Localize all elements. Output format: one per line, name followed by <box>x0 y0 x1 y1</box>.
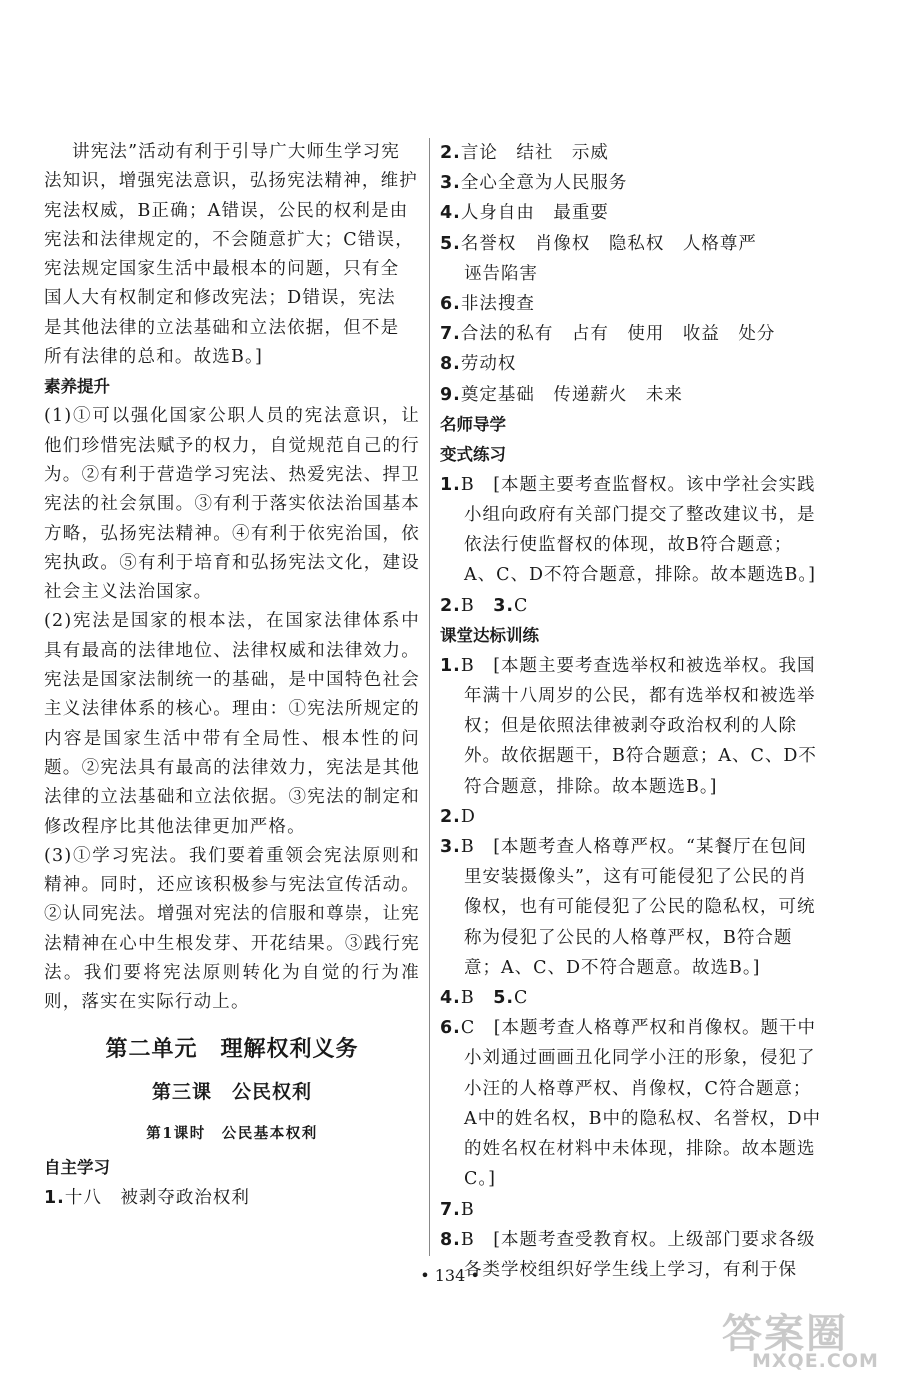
ketang-answers <box>440 651 822 1285</box>
answer-item <box>440 319 822 349</box>
explanation-line: 讲宪法”活动有利于引导广大师生学习宪 <box>72 142 401 162</box>
answer-number: 3. <box>440 837 461 858</box>
answer-text: D <box>460 806 476 827</box>
section-heading-suyang: 素养提升 <box>44 377 110 397</box>
answer-number: 3. <box>440 173 461 194</box>
period-title: 第1课时 公民基本权利 <box>146 1124 318 1142</box>
suyang-paragraph: (1)①可以强化国家公职人员的宪法意识，让他们珍惜宪法赋予的权力，自觉规范自己的行为。②有利于营造学习宪法、热爱宪法、捍卫宪法的社会氛围。③有利于落实依法治国基本方略，弘扬宪法精神。④有利于依宪治国，依宪执政。⑤有利于培育和弘扬宪法文化，建设社会主义法治国家。 <box>44 406 420 603</box>
answer-number: 1. <box>440 474 461 495</box>
answer-number: 2. <box>440 595 461 616</box>
answer-text: B [本题考查人格尊严权。“某餐厅在包间里安装摄像头”，这有可能侵犯了公民的肖像权，也有可能侵犯了公民的隐私权，可统称为侵犯了公民的人格尊严权，B符合题意；A、C、D不符合题意。故选B。] <box>460 837 816 978</box>
answer-text: 言论 结社 示威 <box>460 143 609 163</box>
answer-number: 2. <box>440 806 461 827</box>
zizhu-answers-left <box>44 1183 420 1213</box>
answer-number: 7. <box>440 324 461 345</box>
explanation-line: 所有法律的总和。故选B。] <box>44 347 264 368</box>
bianshi-answers <box>440 470 822 621</box>
watermark-logo <box>722 1302 879 1372</box>
answer-text: 全心全意为人民服务 <box>460 173 628 194</box>
answer-item <box>440 1195 822 1225</box>
answer-text: B <box>460 1199 475 1220</box>
answer-item <box>440 1013 822 1194</box>
answer-text: C <box>514 595 529 616</box>
zizhu-answers-right <box>440 138 822 410</box>
answer-number: 5. <box>440 233 461 254</box>
answer-item <box>440 138 822 168</box>
column-divider <box>429 138 430 1256</box>
explanation-line: 宪法规定国家生活中最根本的问题，只有全 <box>44 259 400 280</box>
answer-item <box>440 229 822 289</box>
explanation-line: 宪法权威，B正确；A错误，公民的权利是由 <box>44 200 409 221</box>
answer-text: B <box>460 988 494 1009</box>
suyang-paragraph: (3)①学习宪法。我们要着重领会宪法原则和精神。同时，还应该积极参与宪法宣传活动。②认同宪法。增强对宪法的信服和尊崇，让宪法精神在心中生根发芽、开花结果。③践行宪法。我们要将宪法原则转化为自觉的行为准则，落实在实际行动上。 <box>44 845 420 1013</box>
answer-number: 8. <box>440 354 461 375</box>
section-heading-ketang: 课堂达标训练 <box>440 625 539 645</box>
answer-number: 1. <box>440 655 461 676</box>
answer-text: 名誉权 肖像权 隐私权 人格尊严 诬告陷害 <box>460 233 757 284</box>
answer-text: C [本题考查人格尊严权和肖像权。题干中小刘通过画画丑化同学小汪的形象，侵犯了小汪的人格尊严权、肖像权，C符合题意；A中的姓名权，B中的隐私权、名誉权，D中的姓名权在材料中未体现，排除。故本题选C。] <box>460 1018 822 1190</box>
continued-answer-explanation <box>44 138 420 372</box>
answer-item <box>440 198 822 228</box>
answer-number: 4. <box>440 988 461 1009</box>
explanation-line: 宪法和法律规定的，不会随意扩大；C错误， <box>44 229 414 250</box>
answer-text: B <box>460 595 494 616</box>
answer-item <box>440 289 822 319</box>
right-column <box>440 138 822 1285</box>
left-column <box>44 138 420 1213</box>
answer-number: 8. <box>440 1229 461 1250</box>
answer-item <box>440 380 822 410</box>
answer-number: 1. <box>44 1187 65 1208</box>
explanation-line: 国人大有权制定和修改宪法；D错误，宪法 <box>44 288 396 309</box>
explanation-line: 是其他法律的立法基础和立法依据，但不是 <box>44 317 400 338</box>
answer-item <box>440 983 822 1013</box>
answer-item <box>440 802 822 832</box>
answer-text: B [本题主要考查监督权。该中学社会实践小组向政府有关部门提交了整改建议书，是依法行使监督权的体现，故B符合题意；A、C、D不符合题意，排除。故本题选B。] <box>460 474 816 586</box>
suyang-paragraph: (2)宪法是国家的根本法，在国家法律体系中具有最高的法律地位、法律权威和法律效力。宪法是国家法制统一的基础，是中国特色社会主义法律体系的核心。理由：①宪法所规定的内容是国家生活中带有全局性、根本性的问题。②宪法具有最高的法律效力，宪法是其他法律的立法基础和立法依据。③宪法的制定和修改程序比其他法律更加严格。 <box>44 611 420 837</box>
answer-number: 9. <box>440 384 461 405</box>
unit-title: 第二单元 理解权利义务 <box>105 1036 359 1062</box>
explanation-line: 法知识，增强宪法意识，弘扬宪法精神，维护 <box>44 171 418 192</box>
lesson-title: 第三课 公民权利 <box>151 1080 312 1103</box>
answer-number: 7. <box>440 1199 461 1220</box>
answer-item <box>440 832 822 983</box>
answer-text: B [本题考查受教育权。上级部门要求各级各类学校组织好学生线上学习，有利于保 <box>460 1229 816 1280</box>
answer-item <box>44 1183 420 1213</box>
answer-number: 2. <box>440 143 461 163</box>
answer-number: 3. <box>493 595 515 616</box>
section-heading-mingshi: 名师导学 <box>440 414 506 434</box>
watermark-logo-text: 答案圈 <box>722 1311 848 1357</box>
answer-item <box>440 168 822 198</box>
answer-number: 4. <box>440 203 461 224</box>
answer-text: 合法的私有 占有 使用 收益 处分 <box>460 324 776 345</box>
answer-text: 人身自由 最重要 <box>460 203 609 224</box>
answer-number: 6. <box>440 294 461 315</box>
answer-text: 劳动权 <box>460 354 517 375</box>
watermark-url: MXQE.COM <box>752 1350 879 1372</box>
answer-item <box>440 470 822 591</box>
answer-item <box>440 651 822 802</box>
answer-text: C <box>514 988 529 1009</box>
answer-number: 5. <box>493 988 515 1009</box>
suyang-answers <box>44 402 420 1017</box>
answer-number: 6. <box>440 1018 461 1039</box>
section-heading-zizhu: 自主学习 <box>44 1157 110 1177</box>
answer-text: 十八 被剥夺政治权利 <box>64 1187 250 1208</box>
answer-text: 非法搜查 <box>460 294 535 315</box>
page-number: • 134 • <box>420 1266 480 1285</box>
answer-text: B [本题主要考查选举权和被选举权。我国年满十八周岁的公民，都有选举权和被选举权；但是依照法律被剥夺政治权利的人除外。故依据题干，B符合题意；A、C、D不符合题意，排除。故本题选B。] <box>460 655 817 797</box>
section-heading-bianshi: 变式练习 <box>440 444 506 464</box>
answer-item <box>440 349 822 379</box>
answer-item <box>440 591 822 621</box>
answer-text: 奠定基础 传递薪火 未来 <box>460 384 683 405</box>
